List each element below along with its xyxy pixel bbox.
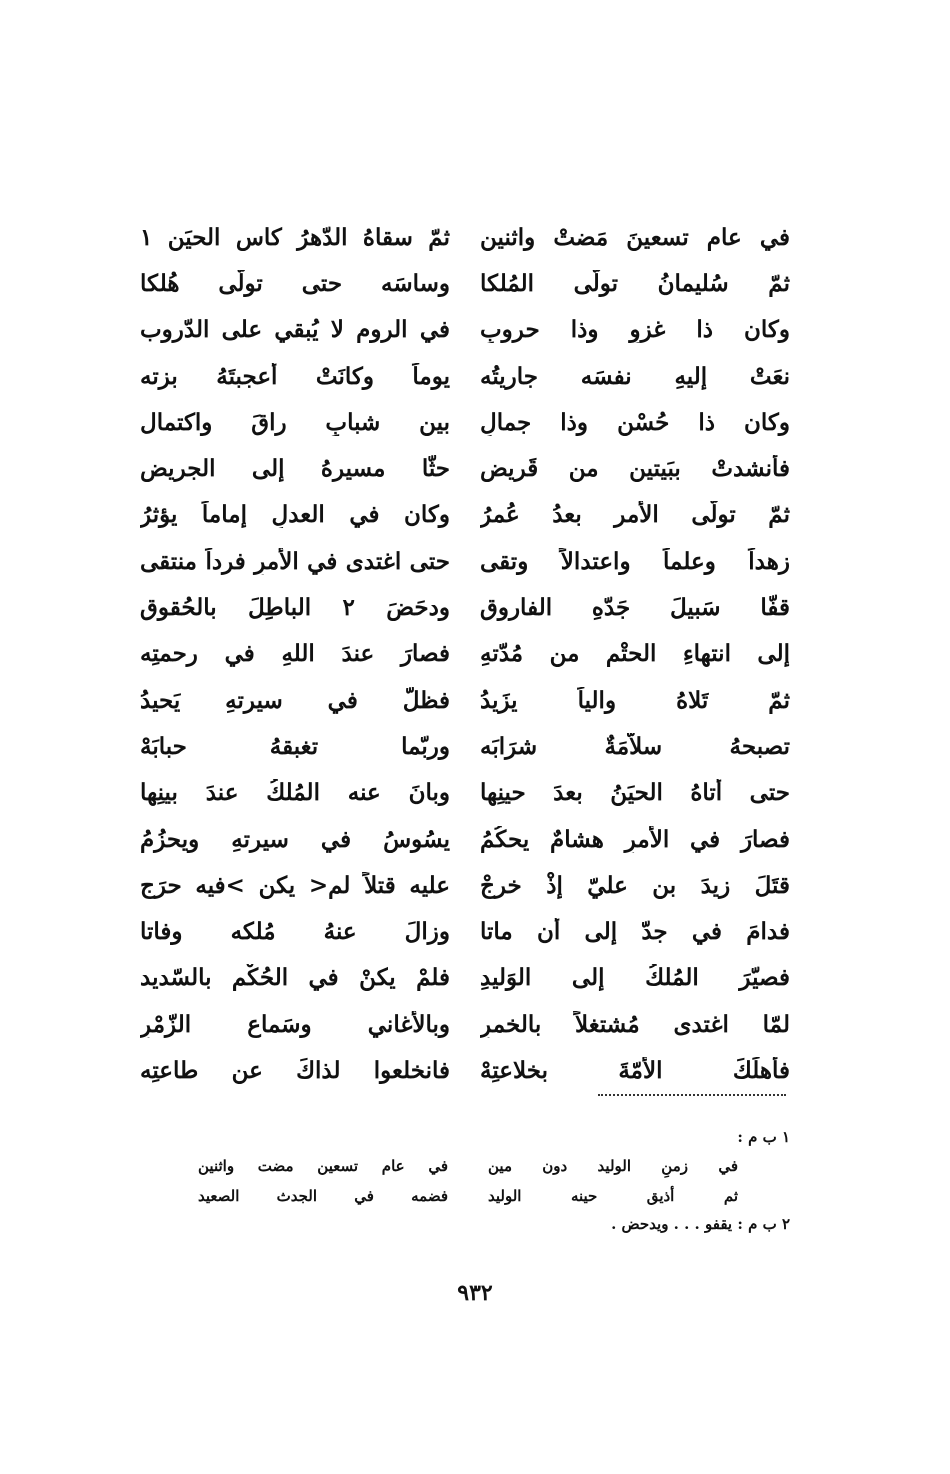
verse [140,677,790,723]
first-hemistich: وكان ذا غزوٍ وذا حروبِ [480,316,790,344]
footnote-first-hemistich: في زمنِ الوليد دون مين [488,1157,738,1175]
verse [140,214,790,260]
first-hemistich: وكان ذا حُسْنٍ وذا جمالِ [480,408,790,436]
verse [140,1047,790,1093]
second-hemistich: عليه قتلاً لم< يكن >فيه حرَج [140,871,450,899]
verse [140,492,790,538]
verse [140,770,790,816]
second-hemistich: وساسَه حتى تولّى هُلكا [140,269,450,297]
first-hemistich: لمّا اغتدى مُشتغلاً بالخمرِ [480,1010,790,1038]
first-hemistich: نعَتْ إليهِ نفسَه جاريتُه [480,362,790,390]
first-hemistich: فدامَ في جدّ إلى أن ماتا [480,918,790,946]
footnote-first-hemistich: ثم أذيق حينه الوليد [488,1187,738,1205]
second-hemistich: بين شبابٍ راقَ واكتمال [140,408,450,436]
second-hemistich: وربّما تغبقهُ حبابَهْ [140,732,450,760]
verse [140,723,790,769]
first-hemistich: ثمّ تولّى الأمر بعدُ عُمرُ [480,501,790,529]
footnote-second-hemistich: فضمه في الجدث الصعيد [198,1187,448,1205]
footnote-2: ٢ ب م : يقفو . . . ويدحض . [611,1215,790,1233]
second-hemistich: في الرومِ لا يُبقي على الدّروب [140,316,450,344]
verse [140,307,790,353]
second-hemistich: فظلّ في سيرتهِ يَحيدُ [140,686,450,714]
verse [140,908,790,954]
first-hemistich: ثمّ تَلاهُ والياً يزَيدُ [480,686,790,714]
footnote-1-label: ١ ب م : [737,1128,790,1146]
first-hemistich: تصبحهُ سلاّمَةٌ شرَابَه [480,732,790,760]
first-hemistich: فصيّرَ المُلكُ إلى الوَليدِ [480,964,790,992]
second-hemistich: ودحَضَ ٢ الباطِلَ بالحُقوق [140,594,450,622]
verse [140,862,790,908]
second-hemistich: فانخلعوا لذاكَ عن طاعتِه [140,1056,450,1084]
footnote-divider [598,1094,786,1096]
second-hemistich: وكان في العدلِ إماماً يؤثرُ [140,501,450,529]
first-hemistich: زهداً وعلماً واعتدالاً وتقى [480,547,790,575]
first-hemistich: قفّا سَبيلَ جَدّهِ الفاروقِ [480,594,790,622]
footnote-verse [150,1181,790,1211]
page-number: ٩٣٢ [457,1280,493,1306]
second-hemistich: ثمّ سقاهُ الدّهرُ كاس الحيَن ١ [140,223,450,251]
first-hemistich: حتى أتاهُ الحيَنُ بعدَ حينِها [480,779,790,807]
first-hemistich: فأهلَكَ الأمّةَ بخلاعتِهْ [480,1056,790,1084]
second-hemistich: يسُوسُ في سيرتهِ ويحزُمُ [140,825,450,853]
first-hemistich: فأنشدتْ ببَيتينِ من قَريضِ [480,455,790,483]
verse [140,445,790,491]
verse [140,399,790,445]
second-hemistich: فلمْ يكنْ في الحُكْمِ بالسّديد [140,964,450,992]
second-hemistich: وبانَ عنه المُلكُ عندَ بينِها [140,779,450,807]
first-hemistich: فصارَ في الأمرِ هشامٌ يحكُمُ [480,825,790,853]
verse [140,631,790,677]
poem-body [140,214,790,1094]
verse [140,1001,790,1047]
first-hemistich: قتَلَ زيدَ بن عليّ إذْ خرجْ [480,871,790,899]
second-hemistich: حتى اغتدى في الأمرِ فرداً منتقى [140,547,450,575]
second-hemistich: وزالَ عنهُ مُلكه وفاتا [140,918,450,946]
first-hemistich: في عامِ تسعينَ مَضتْ واثنينِ [480,223,790,251]
footnote-second-hemistich: في عام تسعين مضت واثنين [198,1157,448,1175]
footnotes [150,1124,790,1238]
second-hemistich: يوماً وكانَتْ أعجبتَهُ بزته [140,362,450,390]
second-hemistich: حثّا مسيرهُ إلى الجريض [140,455,450,483]
verse [140,353,790,399]
second-hemistich: فصارَ عندَ اللهِ في رحمتِه [140,640,450,668]
second-hemistich: وبالأغاني وسَماعِ الزّمْرِ [140,1010,450,1038]
first-hemistich: إلى انتهاءِ الحتْمِ من مُدّتهِ [480,640,790,668]
verse [140,955,790,1001]
first-hemistich: ثمّ سُليمانُ تولّى المُلكا [480,269,790,297]
verse [140,584,790,630]
verse [140,538,790,584]
verse [140,816,790,862]
footnote-verse [150,1151,790,1181]
verse [140,260,790,306]
